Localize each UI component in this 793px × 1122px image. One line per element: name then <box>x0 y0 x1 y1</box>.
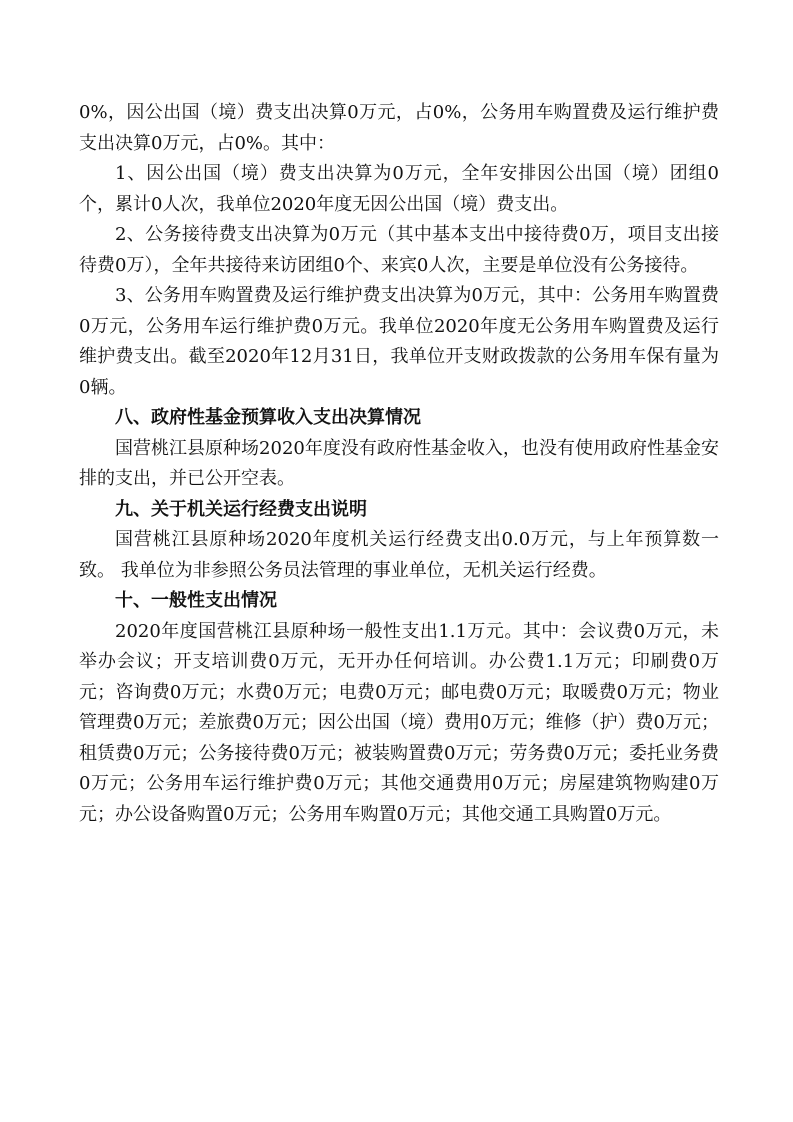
paragraph-continuation: 0%，因公出国（境）费支出决算0万元，占0%，公务用车购置费及运行维护费支出决算0万元，占0%。其中： <box>79 102 719 154</box>
paragraph-government-fund: 国营桃江县原种场2020年度没有政府性基金收入，也没有使用政府性基金安排的支出，并已公开空表。 <box>79 437 719 489</box>
heading-general-expenditure: 十、一般性支出情况 <box>115 590 277 611</box>
paragraph-general-expenditure: 2020年度国营桃江县原种场一般性支出1.1万元。其中：会议费0万元，未举办会议；开支培训费0万元，无开办任何培训。办公费1.1万元；印刷费0万元；咨询费0万元；水费0万元；电费0万元；邮电费0万元；取暖费0万元；物业管理费0万元；差旅费0万元；因公出国（境）费用0万元；维修（护）费0万元；租赁费0万元；公务接待费0万元；被装购置费0万元；劳务费0万元；委托业务费0万元；公务用车运行维护费0万元；其他交通费用0万元；房屋建筑物购建0万元；办公设备购置0万元；公务用车购置0万元；其他交通工具购置0万元。 <box>79 620 719 825</box>
paragraph-official-vehicles: 3、公务用车购置费及运行维护费支出决算为0万元，其中：公务用车购置费0万元，公务用车运行维护费0万元。我单位2020年度无公务用车购置费及运行维护费支出。截至2020年12月31日，我单位开支财政拨款的公务用车保有量为0辆。 <box>79 285 719 398</box>
paragraph-overseas-travel: 1、因公出国（境）费支出决算为0万元，全年安排因公出国（境）团组0个，累计0人次，我单位2020年度无因公出国（境）费支出。 <box>79 163 719 215</box>
paragraph-official-reception: 2、公务接待费支出决算为0万元（其中基本支出中接待费0万，项目支出接待费0万），全年共接待来访团组0个、来宾0人次，主要是单位没有公务接待。 <box>79 224 719 276</box>
paragraph-operating-expenses: 国营桃江县原种场2020年度机关运行经费支出0.0万元，与上年预算数一致。 我单位为非参照公务员法管理的事业单位，无机关运行经费。 <box>79 529 719 581</box>
heading-operating-expenses: 九、关于机关运行经费支出说明 <box>115 498 367 520</box>
heading-government-fund: 八、政府性基金预算收入支出决算情况 <box>115 407 421 428</box>
document-body <box>79 98 719 830</box>
